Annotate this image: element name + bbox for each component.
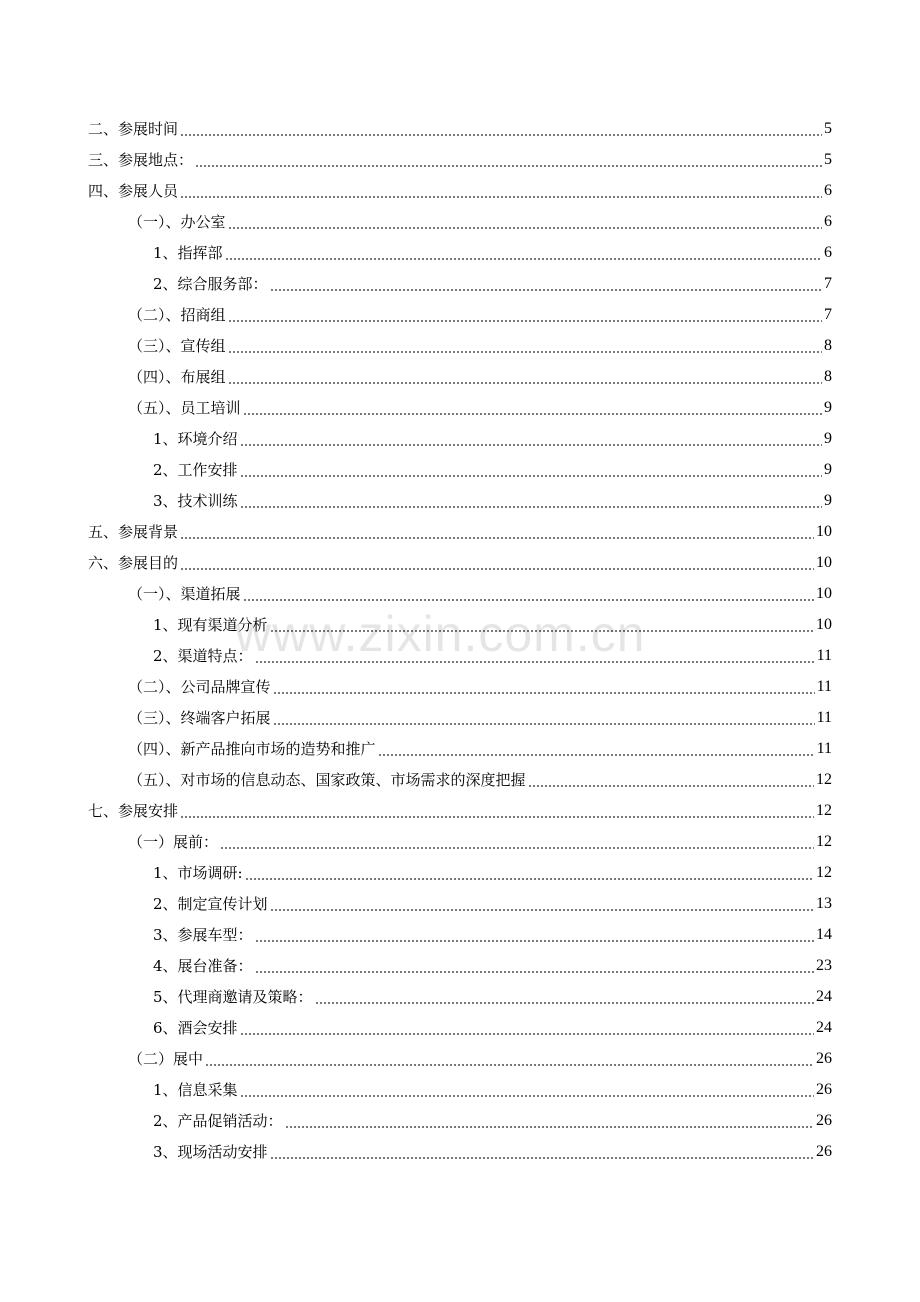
- toc-entry-page: 26: [816, 1142, 832, 1160]
- dot-leader: [180, 196, 822, 198]
- toc-entry-title: 6、酒会安排: [153, 1019, 238, 1037]
- dot-leader: [270, 1157, 814, 1159]
- toc-entry[interactable]: [0, 1012, 920, 1043]
- toc-entry-page: 12: [816, 863, 832, 881]
- toc-entry[interactable]: [0, 423, 920, 454]
- toc-entry[interactable]: [0, 981, 920, 1012]
- dot-leader: [255, 971, 814, 973]
- toc-entry-page: 5: [824, 150, 832, 168]
- toc-entry-page: 26: [816, 1111, 832, 1129]
- toc-entry-page: 13: [816, 894, 832, 912]
- dot-leader: [180, 568, 814, 570]
- toc-entry[interactable]: [0, 1074, 920, 1105]
- dot-leader: [243, 599, 814, 601]
- toc-entry-title: 1、信息采集: [153, 1081, 238, 1099]
- toc-entry-page: 6: [824, 243, 832, 261]
- dot-leader: [228, 227, 822, 229]
- dot-leader: [243, 413, 822, 415]
- toc-entry-page: 8: [824, 336, 832, 354]
- toc-entry-page: 11: [816, 739, 832, 757]
- dot-leader: [228, 382, 822, 384]
- toc-entry[interactable]: [0, 1043, 920, 1074]
- toc-entry[interactable]: [0, 919, 920, 950]
- dot-leader: [315, 1002, 814, 1004]
- toc-entry-title: 1、指挥部: [153, 244, 223, 262]
- toc-entry[interactable]: [0, 826, 920, 857]
- toc-entry-title: 2、渠道特点：: [153, 647, 253, 665]
- toc-entry-page: 26: [816, 1080, 832, 1098]
- dot-leader: [180, 134, 822, 136]
- dot-leader: [195, 165, 822, 167]
- toc-entry-page: 12: [816, 770, 832, 788]
- toc-entry-page: 6: [824, 212, 832, 230]
- toc-entry-page: 11: [816, 677, 832, 695]
- toc-entry-title: 2、综合服务部：: [153, 275, 268, 293]
- toc-entry[interactable]: [0, 330, 920, 361]
- toc-entry[interactable]: [0, 237, 920, 268]
- toc-entry-page: 12: [816, 832, 832, 850]
- toc-entry-title: （一）、办公室: [128, 213, 226, 231]
- toc-entry-page: 10: [816, 553, 832, 571]
- dot-leader: [270, 630, 814, 632]
- toc-entry[interactable]: [0, 268, 920, 299]
- toc-entry-page: 7: [824, 274, 832, 292]
- toc-entry[interactable]: [0, 640, 920, 671]
- toc-entry-page: 11: [816, 646, 832, 664]
- toc-entry-page: 9: [824, 460, 832, 478]
- dot-leader: [528, 785, 814, 787]
- toc-entry-title: （一）展前：: [128, 833, 219, 851]
- toc-entry-title: 3、现场活动安排: [153, 1143, 268, 1161]
- dot-leader: [285, 1126, 814, 1128]
- toc-entry[interactable]: [0, 795, 920, 826]
- toc-entry[interactable]: [0, 485, 920, 516]
- dot-leader: [240, 1095, 814, 1097]
- toc-entry-title: （五）、对市场的信息动态、国家政策、市场需求的深度把握: [128, 771, 526, 789]
- toc-entry-title: （一）、渠道拓展: [128, 585, 241, 603]
- dot-leader: [255, 661, 815, 663]
- toc-entry[interactable]: [0, 609, 920, 640]
- toc-entry-page: 24: [816, 987, 832, 1005]
- toc-entry[interactable]: [0, 299, 920, 330]
- dot-leader: [245, 878, 814, 880]
- toc-entry-page: 24: [816, 1018, 832, 1036]
- toc-entry[interactable]: [0, 764, 920, 795]
- toc-entry[interactable]: [0, 206, 920, 237]
- dot-leader: [228, 351, 822, 353]
- toc-entry-title: （五）、员工培训: [128, 399, 241, 417]
- dot-leader: [240, 475, 822, 477]
- dot-leader: [228, 320, 822, 322]
- toc-entry-title: （二）、招商组: [128, 306, 226, 324]
- toc-entry[interactable]: [0, 671, 920, 702]
- toc-entry-title: 3、参展车型：: [153, 926, 253, 944]
- toc-entry-title: 5、代理商邀请及策略：: [153, 988, 313, 1006]
- dot-leader: [180, 816, 814, 818]
- toc-entry-title: 4、展台准备：: [153, 957, 253, 975]
- toc-entry[interactable]: [0, 1136, 920, 1167]
- toc-entry-page: 11: [816, 708, 832, 726]
- toc-entry[interactable]: [0, 144, 920, 175]
- dot-leader: [240, 506, 822, 508]
- toc-entry-title: 1、环境介绍: [153, 430, 238, 448]
- toc-entry-page: 7: [824, 305, 832, 323]
- toc-entry-title: 二、参展时间: [88, 120, 179, 138]
- toc-entry-title: 3、技术训练: [153, 492, 238, 510]
- toc-entry[interactable]: [0, 1105, 920, 1136]
- toc-entry-page: 8: [824, 367, 832, 385]
- dot-leader: [273, 723, 815, 725]
- toc-entry[interactable]: [0, 950, 920, 981]
- toc-entry[interactable]: [0, 857, 920, 888]
- toc-entry[interactable]: [0, 516, 920, 547]
- dot-leader: [225, 258, 822, 260]
- toc-entry[interactable]: [0, 547, 920, 578]
- toc-entry-title: （三）、终端客户拓展: [128, 709, 271, 727]
- toc-entry-title: 2、产品促销活动：: [153, 1112, 283, 1130]
- toc-entry-page: 12: [816, 801, 832, 819]
- watermark: www.zixin.com.cn: [235, 606, 646, 662]
- dot-leader: [270, 289, 822, 291]
- toc-entry-page: 9: [824, 398, 832, 416]
- toc-entry-title: 2、制定宣传计划: [153, 895, 268, 913]
- toc-entry-page: 23: [816, 956, 832, 974]
- toc-entry[interactable]: [0, 175, 920, 206]
- toc-entry-page: 10: [816, 522, 832, 540]
- toc-entry[interactable]: [0, 733, 920, 764]
- dot-leader: [270, 909, 814, 911]
- toc-entry-title: （二）、公司品牌宣传: [128, 678, 271, 696]
- toc-entry-page: 6: [824, 181, 832, 199]
- dot-leader: [240, 1033, 814, 1035]
- toc-entry-title: 五、参展背景: [88, 523, 179, 541]
- toc-entry-page: 26: [816, 1049, 832, 1067]
- toc-entry[interactable]: [0, 454, 920, 485]
- toc-entry[interactable]: [0, 113, 920, 144]
- toc-entry-title: 七、参展安排: [88, 802, 179, 820]
- table-of-contents: [0, 113, 920, 1167]
- toc-entry-title: （四）、新产品推向市场的造势和推广: [128, 740, 376, 758]
- toc-entry[interactable]: [0, 361, 920, 392]
- toc-entry-page: 5: [824, 119, 832, 137]
- toc-entry[interactable]: [0, 702, 920, 733]
- toc-entry-title: 三、参展地点：: [88, 151, 194, 169]
- toc-entry-title: 六、参展目的: [88, 554, 179, 572]
- dot-leader: [240, 444, 822, 446]
- toc-entry-title: 四、参展人员: [88, 182, 179, 200]
- toc-entry-page: 10: [816, 615, 832, 633]
- dot-leader: [180, 537, 814, 539]
- dot-leader: [255, 940, 814, 942]
- toc-entry-title: 2、工作安排: [153, 461, 238, 479]
- toc-entry-page: 10: [816, 584, 832, 602]
- toc-entry[interactable]: [0, 392, 920, 423]
- toc-entry[interactable]: [0, 578, 920, 609]
- dot-leader: [378, 754, 815, 756]
- toc-entry-page: 9: [824, 429, 832, 447]
- toc-entry-title: 1、现有渠道分析: [153, 616, 268, 634]
- toc-entry-title: （四）、布展组: [128, 368, 226, 386]
- dot-leader: [205, 1064, 814, 1066]
- toc-entry-title: 1、市场调研:: [153, 864, 243, 882]
- toc-entry-title: （三）、宣传组: [128, 337, 226, 355]
- toc-entry-page: 14: [816, 925, 832, 943]
- dot-leader: [220, 847, 814, 849]
- toc-entry[interactable]: [0, 888, 920, 919]
- toc-entry-page: 9: [824, 491, 832, 509]
- dot-leader: [273, 692, 815, 694]
- toc-entry-title: （二）展中: [128, 1050, 204, 1068]
